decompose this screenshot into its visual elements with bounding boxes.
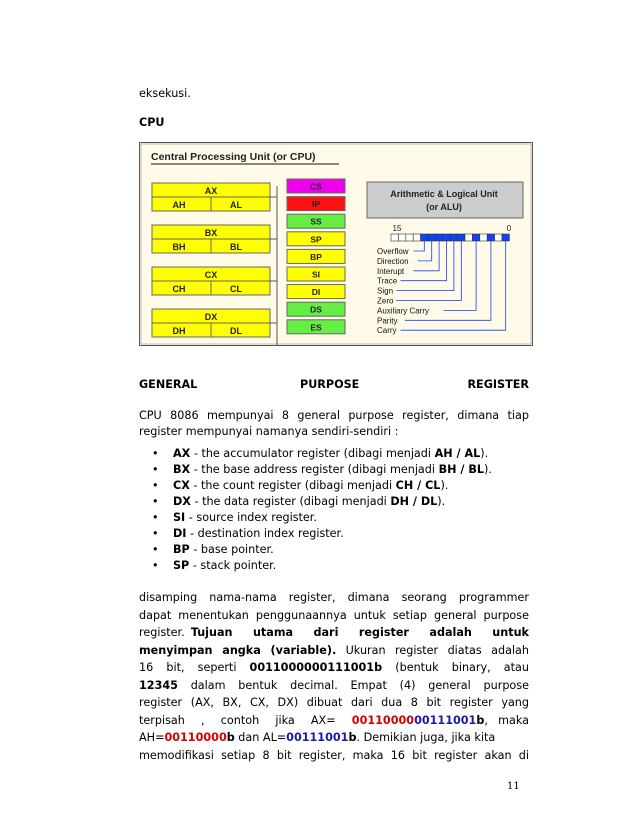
text: (bentuk binary, atau [382,661,529,674]
segment-register-group [287,179,345,334]
binary-low-blue: 00111001 [286,731,349,744]
flag-label: Parity [377,316,398,326]
register-end: ). [484,463,492,476]
para-line [139,729,529,747]
flag-bit [421,234,428,241]
text: register. [139,626,191,639]
register-low-label: AL [230,200,242,210]
para-line: memodifikasi setiap 8 bit register, maka 16 bit register akan di [139,748,529,762]
register-high-label: AH [172,200,186,210]
alu-box [367,182,523,218]
heading-register: REGISTER [467,378,529,391]
intro-line: register mempunyai namanya sendiri-sendiri : [139,425,399,438]
register-list [139,446,529,574]
register-low-label: BL [230,242,242,252]
page-number: 11 [507,781,520,792]
para-line [139,677,529,695]
flag-bit [406,234,413,241]
flag-bit [495,234,502,241]
segment-register-label: SP [310,234,322,245]
text-bold: b [226,731,235,744]
register-low-label: DL [230,326,242,336]
register-desc: - the count register (dibagi menjadi [189,479,396,492]
flag-label: Zero [377,296,394,306]
register-item [139,462,529,478]
text: dalam bentuk decimal. Empat (4) general purpose [177,678,529,692]
para-line [139,642,529,660]
bit-label: 0 [506,224,512,233]
text: terpisah , contoh jika AX= [139,713,352,727]
register-end: ). [480,447,489,460]
para-line [139,659,529,677]
register-item [139,558,529,574]
flag-bit [435,234,442,241]
alu-label: (or ALU) [426,202,462,212]
register-end: ). [440,479,449,492]
flag-bit [480,234,487,241]
register-name: DI [173,527,187,540]
flag-label: Trace [377,276,398,286]
register-name: SP [173,559,190,572]
register-name: AX [173,447,191,460]
register-item [139,494,529,510]
register-name: BX [173,463,191,476]
flag-label: Sign [377,286,394,296]
flag-label: Auxiliary Carry [377,306,430,316]
text: . Demikian juga, jika kita [356,731,496,744]
register-high-label: CH [172,284,186,294]
register-desc: - base pointer. [189,543,274,556]
register-high-label: BH [172,242,186,252]
register-label: AX [204,186,218,196]
text-bold: b [476,713,485,727]
flag-bit [472,234,479,241]
flag-bit [458,234,465,241]
diagram-title: Central Processing Unit (or CPU) [151,151,316,163]
binary-low-blue: 00111001 [414,713,477,727]
para-line [139,624,529,642]
general-purpose-heading [139,378,529,394]
intro-paragraph [139,408,529,440]
flag-bit [502,234,509,241]
register-desc: - stack pointer. [189,559,277,572]
register-parts: BH / BL [438,463,484,476]
register-low-label: CL [230,284,242,294]
heading-purpose: PURPOSE [300,378,360,391]
bit-label: 15 [392,224,402,233]
flag-bit [487,234,494,241]
register-name: DX [173,495,191,508]
para-line: disamping nama-nama register, dimana seorang programmer [139,591,529,604]
register-parts: AH / AL [434,447,481,460]
register-desc: - the data register (dibagi menjadi [190,495,391,508]
section-heading-cpu: CPU [139,116,165,129]
body-paragraph [139,589,529,764]
register-label: BX [204,228,218,238]
register-item [139,446,529,462]
register-label: CX [204,270,218,280]
alu-label: Arithmetic & Logical Unit [390,189,498,199]
register-high-label: DH [172,326,186,336]
segment-register-label: SI [311,269,321,280]
heading-general: GENERAL [139,378,198,391]
flag-bit [391,234,398,241]
register-parts: DH / DL [390,495,438,508]
para-line [139,712,529,730]
flag-label: Carry [377,326,397,336]
flag-label: Overflow [377,247,409,256]
register-name: BP [173,543,190,556]
register-desc: - destination index register. [186,527,344,540]
binary-high-red: 00110000 [164,731,227,744]
binary-value: 0011000000111001b [249,661,383,674]
segment-register-label: ES [310,322,322,333]
register-item [139,478,529,494]
text-line: eksekusi. [139,87,191,100]
text-bold: Tujuan utama dari register adalah untuk [190,626,529,639]
segment-register-label: CS [310,181,322,192]
text: 16 bit, seperti [139,661,250,674]
register-desc: - source index register. [185,511,317,524]
flag-bit [450,234,457,241]
decimal-value: 12345 [139,678,178,692]
text: , maka [484,713,529,727]
cpu-diagram [139,142,533,346]
intro-line: CPU 8086 mempunyai 8 general purpose register, dimana tiap [139,409,529,422]
segment-register-label: DI [311,287,321,298]
segment-register-label: IP [311,199,321,210]
register-desc: - the base address register (dibagi menjadi [190,463,439,476]
register-parts: CH / CL [395,479,441,492]
binary-high-red: 00110000 [351,713,415,727]
segment-register-label: DS [310,304,322,315]
para-line: register (AX, BX, CX, DX) dibuat dari dua 8 bit register yang [139,696,529,709]
flag-bit [428,234,435,241]
flag-label: Interupt [377,266,405,276]
text: AH= [139,731,165,744]
segment-register-label: SS [310,216,322,227]
segment-register-label: BP [310,251,322,262]
text-bold: b [348,731,357,744]
para-line: dapat menentukan penggunaannya untuk setiap general purpose [139,608,529,622]
flag-bit [443,234,450,241]
text: dan AL= [234,731,287,744]
flag-label: Direction [377,256,409,266]
flag-bit [398,234,405,241]
flag-bit [413,234,420,241]
register-item [139,526,529,542]
text: Ukuran register diatas adalah [336,643,529,657]
register-item [139,510,529,526]
register-name: SI [173,511,186,524]
register-end: ). [437,495,446,508]
text-bold: menyimpan angka (variable). [139,643,337,657]
register-item [139,542,529,558]
register-label: DX [204,312,218,322]
flag-bit [465,234,472,241]
register-desc: - the accumulator register (dibagi menjadi [190,447,435,460]
register-name: CX [173,479,190,492]
